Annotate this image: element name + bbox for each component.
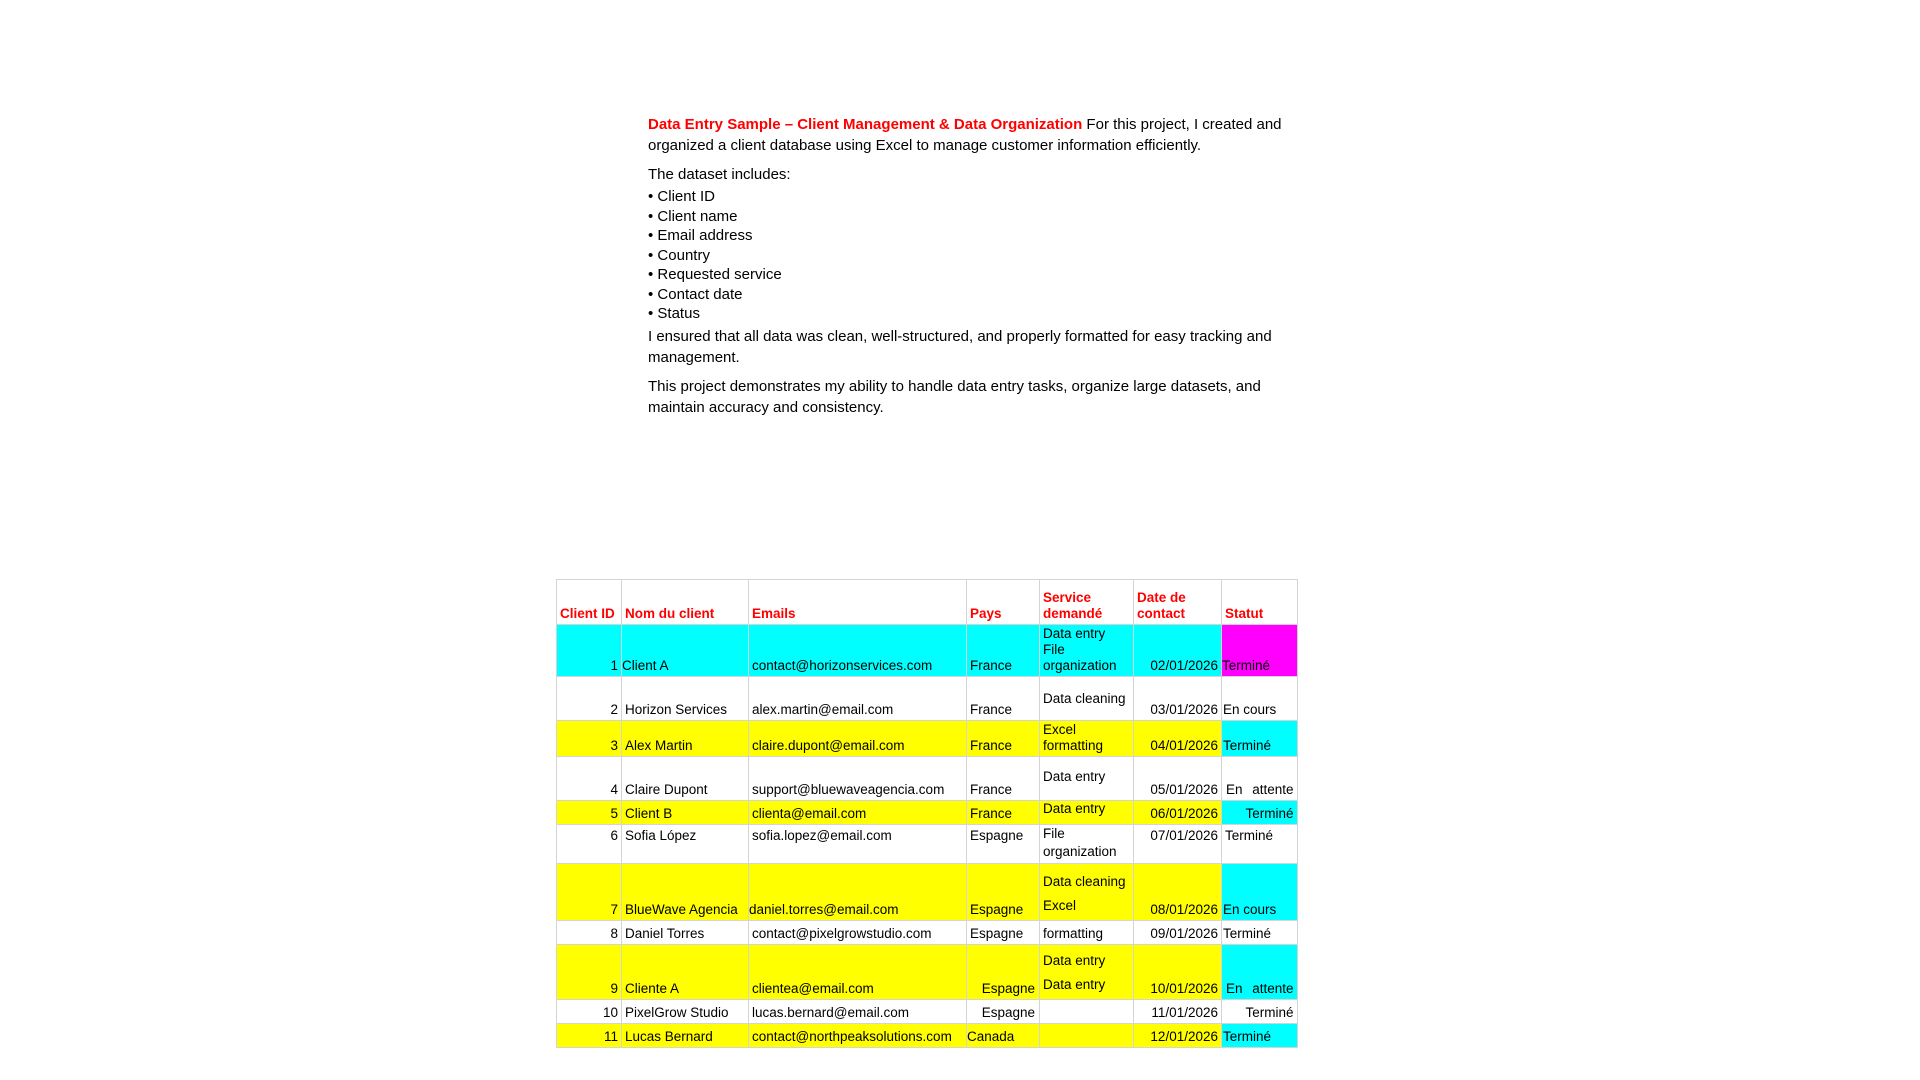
- cell-client-id[interactable]: 4: [557, 757, 622, 801]
- cell-status[interactable]: Terminé: [1222, 801, 1298, 825]
- document-title: Data Entry Sample – Client Management & Data Organization: [648, 116, 1083, 133]
- cell-email[interactable]: clientea@email.com: [749, 945, 967, 1000]
- cell-client-name[interactable]: Client A: [622, 625, 749, 677]
- cell-country[interactable]: Espagne: [967, 921, 1040, 945]
- cell-client-name[interactable]: Lucas Bernard: [622, 1024, 749, 1048]
- cell-email[interactable]: daniel.torres@email.com: [749, 864, 967, 921]
- cell-status[interactable]: Terminé: [1222, 721, 1298, 757]
- table-row: [557, 1000, 1298, 1024]
- cell-contact-date[interactable]: 06/01/2026: [1134, 801, 1222, 825]
- cell-status[interactable]: En cours: [1222, 864, 1298, 921]
- cell-client-name[interactable]: Daniel Torres: [622, 921, 749, 945]
- cell-service[interactable]: Data entry: [1040, 801, 1134, 825]
- table-row: [557, 677, 1298, 721]
- cell-country[interactable]: Canada: [967, 1024, 1040, 1048]
- table-row: [557, 1024, 1298, 1048]
- cell-status[interactable]: Terminé: [1222, 825, 1298, 864]
- cell-country[interactable]: Espagne: [967, 825, 1040, 864]
- header-contact-date[interactable]: Date de contact: [1134, 580, 1222, 625]
- table-row: [557, 721, 1298, 757]
- cell-client-id[interactable]: 2: [557, 677, 622, 721]
- cell-client-name[interactable]: PixelGrow Studio: [622, 1000, 749, 1024]
- list-item: • Status: [648, 304, 1308, 324]
- table-header-row: [557, 580, 1298, 625]
- cell-country[interactable]: France: [967, 625, 1040, 677]
- cell-country[interactable]: Espagne: [967, 945, 1040, 1000]
- cell-contact-date[interactable]: 05/01/2026: [1134, 757, 1222, 801]
- list-item: • Requested service: [648, 265, 1308, 285]
- cell-email[interactable]: lucas.bernard@email.com: [749, 1000, 967, 1024]
- cell-service[interactable]: Excel formatting: [1040, 721, 1134, 757]
- cell-status[interactable]: En attente: [1222, 945, 1298, 1000]
- cell-country[interactable]: France: [967, 677, 1040, 721]
- header-emails[interactable]: Emails: [749, 580, 967, 625]
- cell-status[interactable]: En attente: [1222, 757, 1298, 801]
- cell-service[interactable]: formatting: [1040, 921, 1134, 945]
- header-country[interactable]: Pays: [967, 580, 1040, 625]
- table-row: [557, 801, 1298, 825]
- cell-client-id[interactable]: 8: [557, 921, 622, 945]
- cell-contact-date[interactable]: 07/01/2026: [1134, 825, 1222, 864]
- cell-client-id[interactable]: 3: [557, 721, 622, 757]
- cell-email[interactable]: contact@pixelgrowstudio.com: [749, 921, 967, 945]
- table-row: [557, 945, 1298, 1000]
- cell-status[interactable]: Terminé: [1222, 921, 1298, 945]
- cell-email[interactable]: clienta@email.com: [749, 801, 967, 825]
- cell-contact-date[interactable]: 12/01/2026: [1134, 1024, 1222, 1048]
- cell-status[interactable]: Terminé: [1222, 1024, 1298, 1048]
- cell-service[interactable]: File organization: [1040, 825, 1134, 864]
- cell-client-id[interactable]: 11: [557, 1024, 622, 1048]
- cell-client-name[interactable]: Client B: [622, 801, 749, 825]
- header-status[interactable]: Statut: [1222, 580, 1298, 625]
- cell-contact-date[interactable]: 03/01/2026: [1134, 677, 1222, 721]
- cell-client-id[interactable]: 9: [557, 945, 622, 1000]
- cell-status[interactable]: En cours: [1222, 677, 1298, 721]
- intro-paragraph: [648, 114, 1308, 156]
- table-row: [557, 921, 1298, 945]
- header-service[interactable]: Service demandé: [1040, 580, 1134, 625]
- cell-client-name[interactable]: Cliente A: [622, 945, 749, 1000]
- table-row: [557, 757, 1298, 801]
- cell-client-name[interactable]: Alex Martin: [622, 721, 749, 757]
- cell-client-id[interactable]: 1: [557, 625, 622, 677]
- header-client-id[interactable]: Client ID: [557, 580, 622, 625]
- cell-client-name[interactable]: BlueWave Agencia: [622, 864, 749, 921]
- cell-status[interactable]: Terminé: [1222, 1000, 1298, 1024]
- intro-section: [648, 114, 1308, 426]
- paragraph-data-quality: I ensured that all data was clean, well-structured, and properly formatted for easy tracking and management.: [648, 327, 1272, 366]
- cell-service[interactable]: [1040, 1024, 1134, 1048]
- cell-contact-date[interactable]: 11/01/2026: [1134, 1000, 1222, 1024]
- paragraph-ability: This project demonstrates my ability to handle data entry tasks, organize large datasets, and maintain accuracy and consistency.: [648, 377, 1261, 416]
- cell-country[interactable]: Espagne: [967, 864, 1040, 921]
- cell-country[interactable]: France: [967, 801, 1040, 825]
- cell-country[interactable]: France: [967, 721, 1040, 757]
- cell-contact-date[interactable]: 09/01/2026: [1134, 921, 1222, 945]
- cell-client-name[interactable]: Horizon Services: [622, 677, 749, 721]
- cell-client-id[interactable]: 10: [557, 1000, 622, 1024]
- cell-email[interactable]: alex.martin@email.com: [749, 677, 967, 721]
- cell-client-name[interactable]: Claire Dupont: [622, 757, 749, 801]
- cell-contact-date[interactable]: 02/01/2026: [1134, 625, 1222, 677]
- cell-client-name[interactable]: Sofia López: [622, 825, 749, 864]
- cell-status[interactable]: Terminé: [1222, 625, 1298, 677]
- dataset-list: [648, 187, 1308, 324]
- cell-contact-date[interactable]: 10/01/2026: [1134, 945, 1222, 1000]
- intro-lead: For this project, I created and organized a client database using Excel to manage customer information efficiently.: [648, 116, 1282, 154]
- cell-service[interactable]: Data cleaning: [1040, 677, 1134, 721]
- cell-email[interactable]: contact@northpeaksolutions.com: [749, 1024, 967, 1048]
- cell-service[interactable]: Data entry File organization: [1040, 625, 1134, 677]
- cell-service[interactable]: Data entry: [1040, 757, 1134, 801]
- cell-contact-date[interactable]: 08/01/2026: [1134, 864, 1222, 921]
- list-item: • Client ID: [648, 187, 1308, 207]
- cell-email[interactable]: contact@horizonservices.com: [749, 625, 967, 677]
- list-item: • Email address: [648, 226, 1308, 246]
- cell-service[interactable]: [1040, 1000, 1134, 1024]
- client-table: [556, 579, 1298, 1048]
- cell-service[interactable]: Data cleaning Excel: [1040, 864, 1134, 921]
- cell-client-id[interactable]: 6: [557, 825, 622, 864]
- table-row: [557, 825, 1298, 864]
- cell-contact-date[interactable]: 04/01/2026: [1134, 721, 1222, 757]
- cell-email[interactable]: support@bluewaveagencia.com: [749, 757, 967, 801]
- cell-client-id[interactable]: 7: [557, 864, 622, 921]
- cell-country[interactable]: Espagne: [967, 1000, 1040, 1024]
- cell-client-id[interactable]: 5: [557, 801, 622, 825]
- cell-country[interactable]: France: [967, 757, 1040, 801]
- cell-service[interactable]: Data entry Data entry: [1040, 945, 1134, 1000]
- list-item: • Country: [648, 246, 1308, 266]
- table-row: [557, 864, 1298, 921]
- cell-email[interactable]: claire.dupont@email.com: [749, 721, 967, 757]
- dataset-label: The dataset includes:: [648, 166, 791, 183]
- cell-email[interactable]: sofia.lopez@email.com: [749, 825, 967, 864]
- table-row: [557, 625, 1298, 677]
- list-item: • Client name: [648, 207, 1308, 227]
- list-item: • Contact date: [648, 285, 1308, 305]
- header-client-name[interactable]: Nom du client: [622, 580, 749, 625]
